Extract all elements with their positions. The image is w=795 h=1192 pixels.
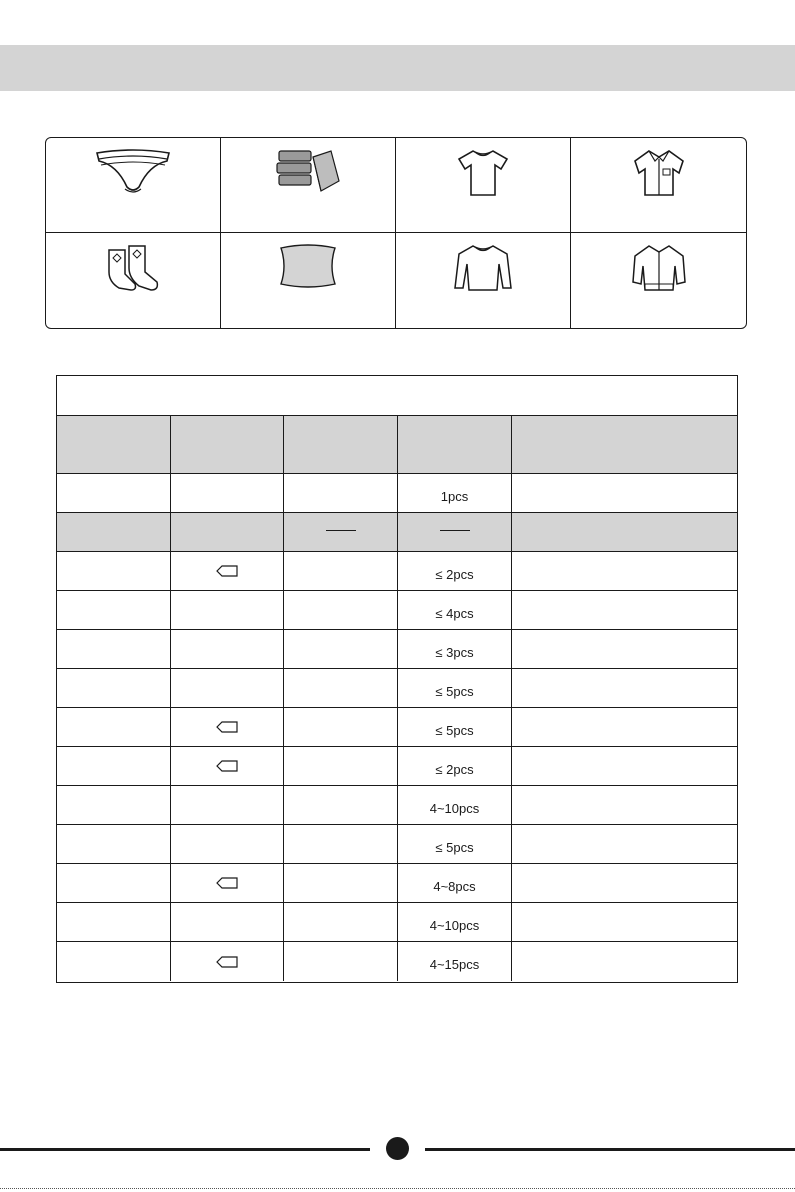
sweatshirt-icon bbox=[451, 242, 515, 298]
cell bbox=[57, 747, 171, 785]
cell bbox=[284, 864, 398, 902]
cell bbox=[57, 825, 171, 863]
quantity-cell bbox=[398, 630, 512, 668]
quantity-cell bbox=[398, 669, 512, 707]
cell bbox=[284, 903, 398, 941]
quantity-cell bbox=[398, 747, 512, 785]
header-cell bbox=[512, 416, 737, 473]
table-row bbox=[57, 786, 737, 825]
quantity-cell bbox=[398, 903, 512, 941]
table-row bbox=[57, 513, 737, 552]
cell bbox=[284, 747, 398, 785]
cell bbox=[57, 903, 171, 941]
cell bbox=[512, 552, 737, 590]
page-trim-line bbox=[0, 1188, 795, 1189]
towels-icon bbox=[273, 147, 343, 203]
icon-cell-tshirt bbox=[396, 138, 571, 233]
quantity-text: 4~10pcs bbox=[429, 800, 480, 816]
icon-cell-socks bbox=[46, 233, 221, 328]
cell bbox=[284, 552, 398, 590]
tag-cell bbox=[171, 747, 284, 785]
tag-cell bbox=[171, 786, 284, 824]
cell bbox=[512, 708, 737, 746]
cell bbox=[284, 591, 398, 629]
cell bbox=[512, 591, 737, 629]
table-row bbox=[57, 903, 737, 942]
cell bbox=[512, 864, 737, 902]
quantity-cell bbox=[398, 864, 512, 902]
tag-cell bbox=[171, 552, 284, 590]
tag-cell bbox=[171, 591, 284, 629]
quantity-text: 4~8pcs bbox=[433, 878, 476, 894]
tag-cell bbox=[171, 474, 284, 512]
quantity-cell bbox=[398, 474, 512, 512]
cell bbox=[284, 513, 398, 551]
header-cell bbox=[57, 416, 171, 473]
tag-icon bbox=[216, 721, 238, 733]
cell bbox=[57, 591, 171, 629]
cell bbox=[57, 864, 171, 902]
quantity-cell bbox=[398, 552, 512, 590]
tag-icon bbox=[216, 760, 238, 772]
clothing-icon-grid bbox=[45, 137, 747, 329]
table-title-row bbox=[57, 376, 737, 416]
shirt-icon bbox=[629, 147, 689, 203]
dash-mark bbox=[440, 530, 470, 531]
quantity-cell bbox=[398, 825, 512, 863]
cell bbox=[512, 474, 737, 512]
tag-icon bbox=[216, 956, 238, 968]
cell bbox=[284, 669, 398, 707]
quantity-cell bbox=[398, 708, 512, 746]
cell bbox=[57, 474, 171, 512]
cell bbox=[512, 669, 737, 707]
quantity-text: ≤ 5pcs bbox=[435, 722, 474, 738]
table-row bbox=[57, 864, 737, 903]
underwear-icon bbox=[95, 147, 171, 203]
cell bbox=[512, 513, 737, 551]
cell bbox=[57, 552, 171, 590]
cell bbox=[284, 942, 398, 981]
tag-cell bbox=[171, 864, 284, 902]
cell bbox=[512, 903, 737, 941]
laundry-load-table bbox=[56, 375, 738, 983]
quantity-text: ≤ 5pcs bbox=[435, 683, 474, 699]
table-row bbox=[57, 747, 737, 786]
cell bbox=[512, 825, 737, 863]
table-row bbox=[57, 669, 737, 708]
tag-icon bbox=[216, 877, 238, 889]
quantity-text: ≤ 2pcs bbox=[435, 566, 474, 582]
tag-cell bbox=[171, 630, 284, 668]
icon-cell-sweatshirt bbox=[396, 233, 571, 328]
footer-rule-left bbox=[0, 1148, 370, 1151]
cell bbox=[284, 825, 398, 863]
table-row bbox=[57, 825, 737, 864]
header-cell bbox=[284, 416, 398, 473]
dash-mark bbox=[326, 530, 356, 531]
tshirt-icon bbox=[455, 147, 511, 203]
cell bbox=[284, 786, 398, 824]
table-row bbox=[57, 591, 737, 630]
quantity-cell bbox=[398, 786, 512, 824]
jacket-icon bbox=[629, 242, 689, 298]
quantity-text: ≤ 4pcs bbox=[435, 605, 474, 621]
icon-cell-underwear bbox=[46, 138, 221, 233]
cell bbox=[57, 630, 171, 668]
cell bbox=[284, 708, 398, 746]
table-row bbox=[57, 474, 737, 513]
icon-cell-jacket bbox=[571, 233, 746, 328]
quantity-text: 4~10pcs bbox=[429, 917, 480, 933]
section-header-bar bbox=[0, 45, 795, 91]
cell bbox=[284, 630, 398, 668]
icon-cell-shirt bbox=[571, 138, 746, 233]
quantity-text: 4~15pcs bbox=[429, 957, 480, 972]
table-row bbox=[57, 708, 737, 747]
header-cell bbox=[171, 416, 284, 473]
tag-cell bbox=[171, 513, 284, 551]
quantity-text: ≤ 2pcs bbox=[435, 761, 474, 777]
icon-cell-towels bbox=[221, 138, 396, 233]
cell bbox=[512, 786, 737, 824]
quantity-cell bbox=[398, 513, 512, 551]
cell bbox=[57, 786, 171, 824]
cell bbox=[57, 669, 171, 707]
header-cell bbox=[398, 416, 512, 473]
tag-icon bbox=[216, 565, 238, 577]
table-header-row bbox=[57, 416, 737, 474]
tag-cell bbox=[171, 903, 284, 941]
socks-icon bbox=[101, 242, 165, 298]
cell bbox=[57, 513, 171, 551]
pillowcase-icon bbox=[275, 242, 341, 292]
tag-cell bbox=[171, 825, 284, 863]
cell bbox=[512, 630, 737, 668]
footer-rule-right bbox=[425, 1148, 795, 1151]
quantity-cell bbox=[398, 942, 512, 981]
cell bbox=[284, 474, 398, 512]
table-row bbox=[57, 630, 737, 669]
tag-cell bbox=[171, 708, 284, 746]
cell bbox=[512, 747, 737, 785]
tag-cell bbox=[171, 942, 284, 981]
table-body bbox=[57, 474, 737, 981]
quantity-text: ≤ 5pcs bbox=[435, 839, 474, 855]
cell bbox=[57, 942, 171, 981]
table-row bbox=[57, 942, 737, 981]
tag-cell bbox=[171, 669, 284, 707]
page-number-dot bbox=[386, 1137, 409, 1160]
cell bbox=[57, 708, 171, 746]
quantity-text: 1pcs bbox=[440, 488, 469, 504]
quantity-text: ≤ 3pcs bbox=[435, 644, 474, 660]
cell bbox=[512, 942, 737, 981]
quantity-cell bbox=[398, 591, 512, 629]
icon-cell-pillowcase bbox=[221, 233, 396, 328]
table-row bbox=[57, 552, 737, 591]
